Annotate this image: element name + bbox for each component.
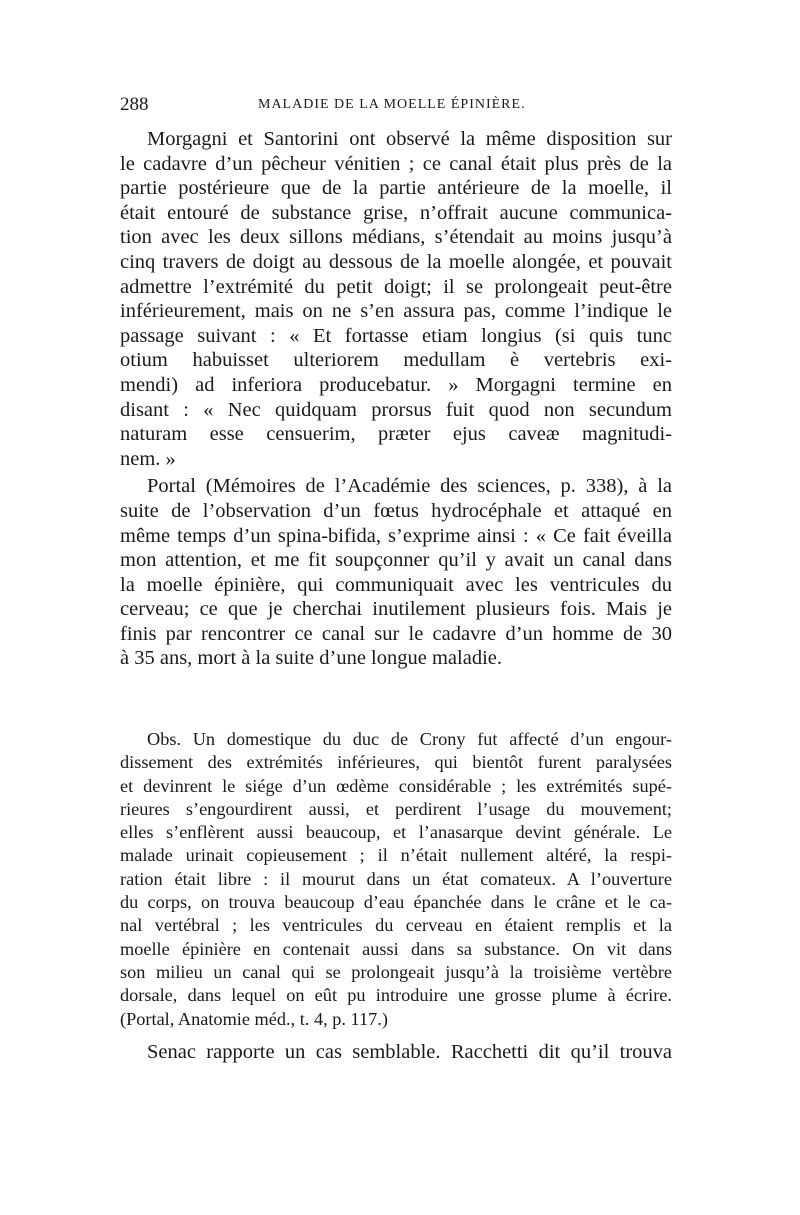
text-line: finis par rencontrer ce canal sur le cadavre d’un homme de 30 (120, 622, 672, 645)
text-line: ration était libre : il mourut dans un état comateux. A l’ouverture (120, 868, 672, 889)
text-line: suite de l’observation d’un fœtus hydrocéphale et attaqué en (120, 499, 672, 522)
text-line: (Portal, Anatomie méd., t. 4, p. 117.) (120, 1008, 388, 1029)
text-line: même temps d’un spina-bifida, s’exprime ainsi : « Ce fait éveilla (120, 524, 672, 547)
text-line: nem. » (120, 447, 176, 470)
main-text (120, 127, 672, 671)
text-line: et devinrent le siége d’un œdème considérable ; les extrémités supé- (120, 775, 672, 796)
text-line: du corps, on trouva beaucoup d’eau épanchée dans le crâne et le ca- (120, 892, 672, 913)
text-line: malade urinait copieusement ; il n’était nullement altéré, la respi- (120, 845, 672, 866)
text-line: mendi) ad inferiora producebatur. » Morgagni termine en (120, 373, 672, 396)
text-line: inférieurement, mais on ne s’en assura pas, comme l’indique le (120, 300, 672, 323)
running-head: MALADIE DE LA MOELLE ÉPINIÈRE. (258, 97, 526, 112)
text-line: elles s’enflèrent aussi beaucoup, et l’anasarque devint générale. Le (120, 822, 672, 843)
text-line: otium habuisset ulteriorem medullam è vertebris exi- (120, 349, 672, 372)
text-line: passage suivant : « Et fortasse etiam longius (si quis tunc (120, 324, 672, 347)
text-line: était entouré de substance grise, n’offrait aucune communica- (120, 201, 672, 224)
text-line: mon attention, et me fit soupçonner qu’il y avait un canal dans (120, 549, 672, 572)
text-line: dissement des extrémités inférieures, qui bientôt furent paralysées (120, 752, 672, 773)
text-line: cerveau; ce que je cherchai inutilement plusieurs fois. Mais je (120, 598, 672, 621)
observation-block (120, 728, 672, 1031)
paragraph-portal (120, 474, 672, 671)
text-line: cinq travers de doigt au dessous de la moelle alongée, et pouvait (120, 250, 672, 273)
text-line: rieures s’engourdirent aussi, et perdirent l’usage du mouvement; (120, 798, 672, 819)
page-header (120, 94, 680, 118)
text-line: nal vertébral ; les ventricules du cerveau en étaient remplis et la (120, 915, 672, 936)
text-line: moelle épinière en contenait aussi dans sa substance. On vit dans (120, 938, 672, 959)
page-number: 288 (120, 94, 149, 115)
final-paragraph (120, 1040, 672, 1065)
text-line: Senac rapporte un cas semblable. Racchetti dit qu’il trouva (147, 1041, 672, 1063)
text-line: le cadavre d’un pêcheur vénitien ; ce canal était plus près de la (120, 152, 672, 175)
text-line: Obs. Un domestique du duc de Crony fut affecté d’un engour- (147, 729, 672, 749)
text-line: son milieu un canal qui se prolongeait jusqu’à la troisième vertèbre (120, 961, 672, 982)
text-line: disant : « Nec quidquam prorsus fuit quod non secundum (120, 398, 672, 421)
text-line: Morgagni et Santorini ont observé la même disposition sur (147, 128, 672, 150)
text-line: partie postérieure que de la partie antérieure de la moelle, il (120, 177, 672, 200)
text-line: la moelle épinière, qui communiquait avec les ventricules du (120, 573, 672, 596)
paragraph-morgagni (120, 127, 672, 471)
text-line: admettre l’extrémité du petit doigt; il se prolongeait peut-être (120, 275, 672, 298)
text-line: à 35 ans, mort à la suite d’une longue maladie. (120, 647, 502, 670)
text-line: naturam esse censuerim, præter ejus caveæ magnitudi- (120, 423, 672, 446)
text-line: Portal (Mémoires de l’Académie des sciences, p. 338), à la (147, 475, 672, 498)
text-line: dorsale, dans lequel on eût pu introduire une grosse plume à écrire. (120, 985, 672, 1006)
text-line: tion avec les deux sillons médians, s’étendait au moins jusqu’à (120, 226, 672, 249)
